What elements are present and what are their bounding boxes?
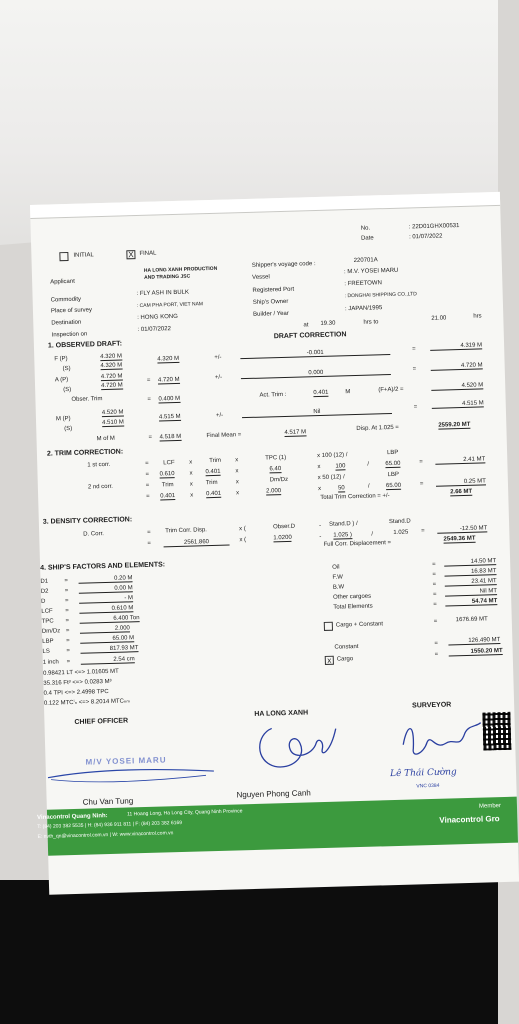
ms-value: 4.510 M [102,419,124,427]
dv-eq: = [147,540,152,547]
d1-label: D1 [40,578,49,585]
footer-phones: T: (84) 203 382 5535 | H: (84) 936 911 811 | F: (84) 203 382 6169 [37,819,183,831]
hlx-name: Nguyen Phong Canh [236,788,311,800]
first-corr-label: 1 st corr. [87,461,111,469]
h-minus: - [318,522,322,530]
h-x2: x [235,457,239,464]
final-mean-value: 4.517 M [284,429,307,436]
mofm-value: 4.518 M [159,433,182,441]
f-pm: +/- [214,354,222,361]
fs-label: (S) [62,365,71,373]
f-correction: -0.001 [240,348,390,359]
h-std2: Stand.D [388,518,411,526]
dmdz-value: 2.000 [80,625,130,633]
lbp-value: 65.00 M [80,635,134,644]
initial-checkbox[interactable] [59,252,68,261]
r1-eq: = [145,471,150,478]
footer-web: E: nvth_qn@vinacontrol.com.vn | W: www.vinacontrol.com.vn [37,830,174,841]
qr-code-icon [482,712,511,751]
destination-label: Destination [51,319,82,327]
total-elements-label: Total Elements [333,603,373,611]
total-elements-value: 54.74 MT [445,598,497,606]
d-value: - M [79,595,133,604]
draft-survey-document [30,192,519,895]
ls-value: 817.93 MT [80,645,138,654]
hlx-signature [249,719,340,775]
r1-lbp: 65.00 [385,460,401,468]
oil-eq: = [432,561,436,568]
cargo-constant-label: Cargo + Constant [335,621,384,629]
to-time: 21.00 [431,315,447,322]
doc-no-label: No. [360,225,371,232]
applicant-value-2: AND TRADING JSC [143,273,191,281]
footer-member: Member [478,803,502,810]
h-x1: x [189,459,193,466]
r1-lcf: 0.610 [159,471,175,478]
r1-slash: / [367,461,370,468]
d-label: D [41,598,46,605]
hlx-title: HA LONG XANH [254,709,309,718]
lcf-value: 0.610 M [79,605,133,614]
r1-eq2: = [419,459,423,466]
r2-result: 0.25 MT [436,478,486,486]
a-mean: 4.720 M [157,376,180,384]
mofm-label: M of M [96,435,115,443]
dmdz-eq: = [65,628,70,635]
r1-100: 100 [335,463,346,470]
surveyor-signature [392,713,483,765]
h-trim: Trim [209,457,222,465]
h-lcf: LCF [163,460,175,467]
draft-correction-title: DRAFT CORRECTION [273,331,347,341]
second-corr-label: 2 nd corr. [87,483,113,491]
r2-eq: = [146,493,150,500]
cargo-eq: = [434,651,439,658]
r2-t2: 0.401 [206,490,222,498]
r2-slash: / [367,483,370,490]
bw-label: B.W [332,584,345,591]
fs-value: 4.320 M [100,362,123,370]
hrs-to-label: hrs to [363,319,379,326]
dcorr-label: D. Corr. [83,531,104,538]
surveyor-title: SURVEYOR [412,701,452,710]
destination-value: : HONG KONG [137,313,178,322]
d2-value: 0.00 M [79,585,133,594]
r1-x3: x [317,463,321,471]
r1-x1: x [189,470,193,477]
m-pm: +/- [215,412,224,419]
h-obs: Obser.D [273,523,296,531]
tpc-value: 6.400 Ton [80,615,140,624]
lcf-label: LCF [41,608,53,615]
h2-lbp: LBP [387,471,400,479]
constant-label: Constant [334,644,359,651]
density-title: 3. DENSITY CORRECTION: [42,516,133,526]
disp-value: 2559.20 MT [438,421,471,429]
obs-trim-label: Obser. Trim [71,396,103,403]
r2-x1: x [190,492,194,499]
conv-2: 35.316 Ft³ <=> 0.0283 M³ [43,678,112,687]
conv-3: 0.4 TPI <=> 2.4998 TPC [43,688,109,697]
dv-minus: - [319,533,322,541]
hrs-label: hrs [473,313,482,320]
port-value: : FREETOWN [344,280,382,288]
mofm-eq: = [148,434,153,441]
h-100: x 100 (12) / [317,452,348,460]
r2-50: 50 [337,485,345,492]
h-x-paren: x ( [239,526,246,533]
m-eq: = [413,404,418,411]
cargo-checkbox[interactable]: x [325,656,334,665]
ship-stamp [45,745,216,790]
total-trim-value: 2.66 MT [450,488,473,496]
cargo-value: 1550.20 MT [449,648,503,657]
chief-officer-name: Chu Van Tung [82,796,134,807]
cargo-constant-eq: = [433,618,438,625]
h2-x1: x [189,481,193,488]
fw-value: 16.83 MT [444,568,496,576]
trim-correction-title: 2. TRIM CORRECTION: [46,448,124,458]
final-checkbox[interactable]: X [128,250,134,260]
a-eq-left: = [146,377,151,384]
full-corr-value: 2549.36 MT [443,535,476,543]
m-mean: 4.515 M [158,413,181,421]
date-label: Date [360,235,374,242]
conv-4: 0.122 MTCⁱₙ <=> 8.2014 MTCₙₘ [43,698,131,707]
initial-label: INITIAL [73,252,94,259]
dcorr-eq: = [147,529,151,536]
h2-x2: x [235,479,239,486]
f-result: 4.319 M [430,342,482,350]
lbp-eq: = [66,638,70,645]
d1-eq: = [64,578,69,585]
voyage-value: 220701A [353,257,378,264]
owner-value: : DONGHAI SHIPPING CO.,LTD [344,291,417,300]
f-mean: 4.320 M [157,355,180,363]
total-trim-label: Total Trim Correction = +/- [320,493,390,502]
lbp-label: LBP [42,638,54,645]
act-trim-label: Act. Trim : [259,391,287,399]
r2-t1: 0.401 [160,493,176,500]
h2-dm: Dm/Dz [269,476,289,484]
inch-eq: = [66,659,71,666]
a-eq: = [412,366,417,373]
second-corr-eq: = [145,482,150,489]
h-std: Stand.D ) / [328,520,358,528]
m-correction: Nil [242,407,392,418]
commodity-label: Commodity [50,296,82,304]
dv-slash: / [371,531,374,538]
bw-eq: = [432,581,437,588]
a-pm: +/- [214,374,223,381]
date-value: : 01/07/2022 [408,233,443,241]
factors-title: 4. SHIP'S FACTORS AND ELEMENTS: [40,561,166,572]
fp-value: 4.320 M [100,353,123,361]
constant-value: 126.490 MT [448,637,500,645]
density-disp: 2561.860 [163,539,229,548]
ap-label: A (P) [54,377,69,384]
at-label: at [303,322,309,329]
a-correction: 0.000 [241,368,391,379]
r2-lbp: 65.00 [385,482,402,490]
footer-group: Vinacontrol Gro [439,814,500,825]
act-trim-value: 0.401 [313,389,329,397]
applicant-label: Applicant [50,278,75,286]
full-corr-label: Full Corr. Displacement = [323,540,392,548]
doc-no: : 22D01GHX00531 [408,223,460,231]
h-tpc: TPC (1) [265,454,287,462]
d2-label: D2 [40,588,49,595]
cargo-constant-checkbox[interactable] [324,622,333,631]
r2-x3: x [317,485,322,493]
builder-label: Builder / Year [253,310,289,318]
obs-trim-eq: = [147,396,152,403]
surveyor-name: Lê Thái Cường [389,767,457,780]
other-label: Other cargoes [332,593,372,601]
vessel-label: Vessel [252,274,270,281]
r2-eq2: = [419,481,424,488]
oil-value: 14.50 MT [444,558,496,566]
oil-label: Oil [332,564,340,571]
dmdz-label: Dm/Dz [41,628,61,635]
fw-label: F.W [332,574,343,581]
disp-label: Disp. At 1.025 = [356,424,399,432]
ap-value: 4.720 M [100,373,123,381]
fp-label: F (P) [54,356,68,363]
inch-label: 1 inch [42,659,59,666]
final-mean-label: Final Mean = [206,432,242,440]
background-surface [0,880,498,1024]
observed-draft-title: 1. OBSERVED DRAFT: [47,340,123,350]
tpc-eq: = [65,618,70,625]
applicant-value: HA LONG XANH PRODUCTION [143,265,218,274]
inch-value: 2.54 cm [81,656,135,665]
r1-result: 2.41 MT [435,456,485,464]
h-lbp: LBP [386,449,399,457]
m-result: 4.515 M [432,400,484,408]
fa2-value: 4.520 M [431,382,483,390]
at-time: 19.30 [320,320,336,327]
act-trim-unit: M [345,389,351,396]
inspection-value: : 01/07/2022 [137,326,171,334]
obs-trim-value: 0.400 M [158,395,181,403]
ls-label: LS [42,648,50,655]
h2-50: x 50 (12) / [317,474,345,482]
fa2-label: (F+A)/2 = [378,386,404,394]
surveyor-code: VNC 0384 [416,782,440,790]
h-disp: Trim Corr. Disp. [165,527,208,535]
density-result: -12.50 MT [437,525,487,533]
chief-officer-title: CHIEF OFFICER [74,717,129,726]
tpc-label: TPC [41,618,54,625]
dv-eq2: = [421,528,425,535]
r1-tpc: 6.40 [269,466,282,473]
r2-dm: 2.000 [266,488,282,495]
voyage-label: Shipper's voyage code : [251,261,316,269]
conv-1: 0.98421 LT <=> 1.01605 MT [43,668,119,677]
cargo-label: Cargo [336,656,354,663]
as-label: (S) [63,386,72,394]
footer-address: 11 Hoang Long, Ha Long City, Quang Ninh Province [126,808,243,818]
inspection-label: Inspection on [51,331,88,339]
mp-value: 4.520 M [101,409,124,417]
h2-trim2: Trim [205,479,218,487]
dv-x-paren: x ( [239,537,247,544]
other-value: Nil MT [445,588,497,596]
d2-eq: = [64,588,69,595]
cargo-constant-value: 1676.69 MT [455,616,488,624]
footer-company: Vinacontrol Quang Ninh: [37,813,108,822]
builder-value: : JAPAN/1995 [344,305,383,313]
density-std2: 1.025 [393,529,409,536]
d1-value: 0.20 M [78,575,132,584]
as-value: 4.720 M [101,382,123,390]
total-elements-eq: = [433,601,437,608]
place-value: : CAM PHA PORT, VIET NAM [136,301,204,310]
r2-x2: x [236,490,240,497]
r1-x2: x [235,468,239,475]
a-result: 4.720 M [431,362,483,370]
final-label: FINAL [139,250,157,257]
commodity-value: : FLY ASH IN BULK [136,289,190,298]
bw-value: 23.41 MT [445,578,497,586]
ms-label: (S) [64,425,73,433]
lcf-eq: = [65,608,69,615]
port-label: Registered Port [252,286,295,294]
place-label: Place of survey [50,307,93,315]
owner-label: Ship's Owner [252,298,289,306]
other-eq: = [432,591,437,598]
mp-label: M (P) [55,415,71,423]
fw-eq: = [432,571,437,578]
d-eq: = [64,598,69,605]
h2-trim: Trim [161,482,174,489]
r1-trim: 0.401 [205,468,221,476]
density-std: 1.025 ) [333,532,353,539]
f-eq: = [412,346,416,353]
density-obs: 1.0200 [273,534,292,542]
vessel-value: : M.V. YOSEI MARU [343,267,399,276]
ls-eq: = [66,648,71,655]
constant-eq: = [434,640,439,647]
first-corr-eq: = [145,460,149,467]
stamp-text: M/V YOSEI MARU [85,755,167,767]
